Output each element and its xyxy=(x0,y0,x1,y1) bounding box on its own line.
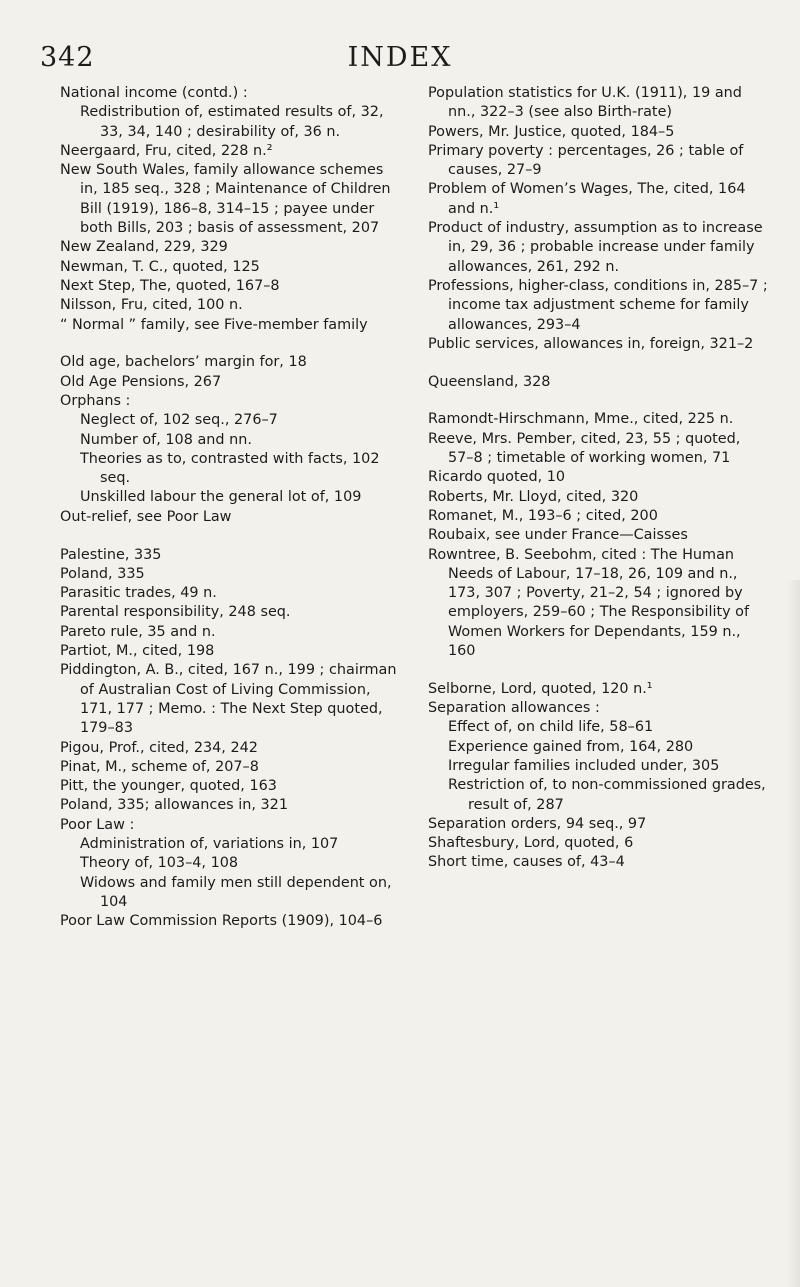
index-entry: Poor Law Commission Reports (1909), 104–6 xyxy=(60,913,383,930)
index-entry: Romanet, M., 193–6 ; cited, 200 xyxy=(428,507,658,524)
index-entry: Product of industry, assumption as to increase in, 29, 36 ; probable increase under family allowances, 261, 292 n. xyxy=(428,220,763,275)
index-entry: Parental responsibility, 248 seq. xyxy=(60,604,291,621)
index-entry: Poland, 335 xyxy=(60,565,145,582)
entry-gap xyxy=(428,661,770,680)
page-number: 342 xyxy=(40,42,95,73)
entry-gap xyxy=(428,392,770,411)
index-entry: Neergaard, Fru, cited, 228 n.² xyxy=(60,142,273,159)
index-entry: Old Age Pensions, 267 xyxy=(60,373,222,390)
index-entry: Newman, T. C., quoted, 125 xyxy=(60,258,260,275)
index-subentry: Redistribution of, estimated results of, 32, 33, 34, 140 ; desirability of, 36 n. xyxy=(80,104,384,140)
index-entry: Partiot, M., cited, 198 xyxy=(60,643,215,660)
index-entry: Out-relief, see Poor Law xyxy=(60,508,232,525)
index-entry: Professions, higher-class, conditions in, 285–7 ; income tax adjustment scheme for family allowances, 293–4 xyxy=(428,277,768,333)
index-entry: Piddington, A. B., cited, 167 n., 199 ; chairman of Australian Cost of Living Commission, 171, 177 ; Memo. : The Next Step quoted, 179–83 xyxy=(60,662,397,737)
index-entry: Separation allowances : xyxy=(428,700,600,717)
index-subentry: Irregular families included under, 305 xyxy=(448,758,720,774)
index-entry: Nilsson, Fru, cited, 100 n. xyxy=(60,297,243,314)
index-subentry: Theories as to, contrasted with facts, 102 seq. xyxy=(80,450,380,487)
index-entry: Shaftesbury, Lord, quoted, 6 xyxy=(428,835,634,852)
index-column-right xyxy=(428,84,770,873)
index-entry: “ Normal ” family, see Five-member family xyxy=(60,316,368,333)
index-subentry: Experience gained from, 164, 280 xyxy=(448,738,694,755)
index-entry: Orphans : xyxy=(60,392,131,409)
index-entry: Pinat, M., scheme of, 207–8 xyxy=(60,758,259,775)
entry-gap xyxy=(60,527,400,546)
index-entry: Problem of Women’s Wages, The, cited, 164 and n.¹ xyxy=(428,181,746,217)
index-subentry: Restriction of, to non-commissioned grades, result of, 287 xyxy=(448,777,766,813)
entry-gap xyxy=(60,335,400,354)
running-head: INDEX xyxy=(347,42,453,73)
index-entry: Roubaix, see under France—Caisses xyxy=(428,527,688,544)
index-entry: Old age, bachelors’ margin for, 18 xyxy=(60,354,307,371)
index-entry: Pigou, Prof., cited, 234, 242 xyxy=(60,739,258,756)
index-entry: Roberts, Mr. Lloyd, cited, 320 xyxy=(428,488,639,505)
index-entry: Reeve, Mrs. Pember, cited, 23, 55 ; quoted, 57–8 ; timetable of working women, 71 xyxy=(428,430,741,467)
entry-gap xyxy=(428,354,770,373)
index-subentry: Unskilled labour the general lot of, 109 xyxy=(80,489,362,506)
index-entry: Pitt, the younger, quoted, 163 xyxy=(60,778,277,795)
index-entry: Primary poverty : percentages, 26 ; table of causes, 27–9 xyxy=(428,142,744,179)
index-entry: Powers, Mr. Justice, quoted, 184–5 xyxy=(428,123,675,140)
index-subentry: Number of, 108 and nn. xyxy=(80,431,252,448)
index-entry: Next Step, The, quoted, 167–8 xyxy=(60,277,280,294)
index-entry: Population statistics for U.K. (1911), 19 and nn., 322–3 (see also Birth-rate) xyxy=(428,85,742,121)
index-entry: New Zealand, 229, 329 xyxy=(60,239,228,256)
index-entry: Parasitic trades, 49 n. xyxy=(60,585,217,602)
index-subentry: Widows and family men still dependent on, 104 xyxy=(80,874,392,910)
index-subentry: Administration of, variations in, 107 xyxy=(80,835,339,852)
page-header xyxy=(40,42,760,82)
index-subentry: Theory of, 103–4, 108 xyxy=(80,855,239,872)
index-entry: Poor Law : xyxy=(60,816,135,833)
page-edge-shadow xyxy=(786,580,800,1287)
index-entry: Queensland, 328 xyxy=(428,373,551,390)
index-entry: Selborne, Lord, quoted, 120 n.¹ xyxy=(428,680,653,697)
index-entry: Rowntree, B. Seebohm, cited : The Human Needs of Labour, 17–18, 26, 109 and n., 173, 307 ; Poverty, 21–2, 54 ; ignored by employers, 259–60 ; The Responsibility of Women Workers for Dependants, 159 n., 160 xyxy=(428,546,750,660)
index-entry: Palestine, 335 xyxy=(60,546,162,563)
index-column-left xyxy=(60,84,400,931)
index-subentry: Effect of, on child life, 58–61 xyxy=(448,719,654,736)
index-entry: Short time, causes of, 43–4 xyxy=(428,854,625,871)
index-entry: Pareto rule, 35 and n. xyxy=(60,623,216,640)
index-entry: Ricardo quoted, 10 xyxy=(428,469,566,486)
index-entry: Separation orders, 94 seq., 97 xyxy=(428,815,647,832)
index-entry: Poland, 335; allowances in, 321 xyxy=(60,797,288,814)
index-entry: National income (contd.) : xyxy=(60,85,248,101)
index-subentry: Neglect of, 102 seq., 276–7 xyxy=(80,412,278,429)
index-entry: Ramondt-Hirschmann, Mme., cited, 225 n. xyxy=(428,411,734,428)
index-entry: New South Wales, family allowance schemes in, 185 seq., 328 ; Maintenance of Children Bill (1919), 186–8, 314–15 ; payee under both Bills, 203 ; basis of assessment, 207 xyxy=(60,162,391,237)
index-entry: Public services, allowances in, foreign, 321–2 xyxy=(428,335,754,352)
